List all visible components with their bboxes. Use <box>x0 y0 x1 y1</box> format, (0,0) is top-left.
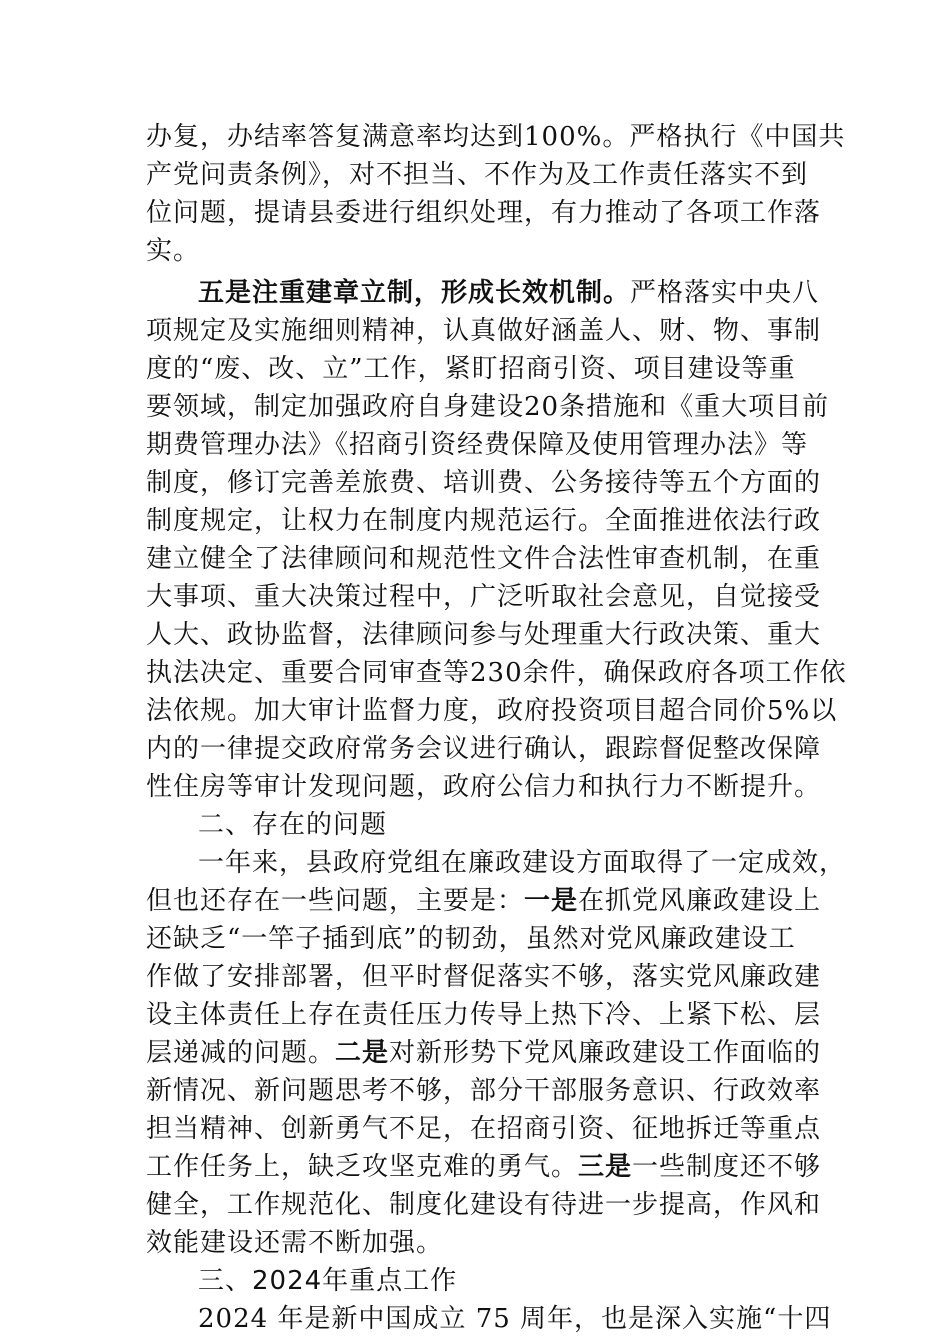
paragraph-line: 健全，工作规范化、制度化建设有待进一步提高，作风和 <box>146 1190 822 1220</box>
text-run: 一些制度还不够 <box>632 1152 822 1182</box>
document-body <box>146 118 847 1338</box>
paragraph-line: 办复，办结率答复满意率均达到100%。严格执行《中国共 <box>146 122 846 152</box>
point-three-label: 三是 <box>578 1152 633 1182</box>
paragraph-line: 效能建设还需不断加强。 <box>146 1228 444 1258</box>
paragraph-line: 度的“废、改、立”工作，紧盯招商引资、项目建设等重 <box>146 354 796 384</box>
paragraph-line: 新情况、新问题思考不够，部分干部服务意识、行政效率 <box>146 1076 822 1106</box>
paragraph-line <box>146 1148 822 1186</box>
paragraph-line: 实。 <box>146 236 201 266</box>
paragraph-line: 作做了安排部署，但平时督促落实不够，落实党风廉政建 <box>146 962 822 992</box>
section5-first-tail: 严格落实中央八 <box>630 278 820 308</box>
paragraph-line: 还缺乏“一竿子插到底”的韧劲，虽然对党风廉政建设工 <box>146 924 796 954</box>
paragraph-line: 内的一律提交政府常务会议进行确认，跟踪督促整改保障 <box>146 734 822 764</box>
text-run: 但也还存在一些问题，主要是： <box>146 886 525 916</box>
paragraph-line: 性住房等审计发现问题，政府公信力和执行力不断提升。 <box>146 772 822 802</box>
point-two-label: 二是 <box>335 1038 390 1068</box>
paragraph-line: 位问题，提请县委进行组织处理，有力推动了各项工作落 <box>146 198 822 228</box>
paragraph-line <box>146 882 822 920</box>
text-run: 对新形势下党风廉政建设工作面临的 <box>389 1038 822 1068</box>
paragraph-line: 制度规定，让权力在制度内规范运行。全面推进依法行政 <box>146 506 822 536</box>
text-run: 在抓党风廉政建设上 <box>578 886 822 916</box>
paragraph-line: 设主体责任上存在责任压力传导上热下冷、上紧下松、层 <box>146 1000 822 1030</box>
paragraph-line: 法依规。加大审计监督力度，政府投资项目超合同价5%以 <box>146 696 838 726</box>
paragraph-line: 期费管理办法》《招商引资经费保障及使用管理办法》等 <box>146 430 809 460</box>
paragraph-line: 制度，修订完善差旅费、培训费、公务接待等五个方面的 <box>146 468 822 498</box>
paragraph-line: 要领域，制定加强政府自身建设20条措施和《重大项目前 <box>146 392 830 422</box>
paragraph-line: 人大、政协监督，法律顾问参与处理重大行政决策、重大 <box>146 620 822 650</box>
paragraph-line: 产党问责条例》，对不担当、不作为及工作责任落实不到 <box>146 160 809 190</box>
paragraph-line <box>146 1034 822 1072</box>
paragraph-line: 建立健全了法律顾问和规范性文件合法性审查机制，在重 <box>146 544 822 574</box>
point-one-label: 一是 <box>524 886 579 916</box>
text-run: 层递减的问题。 <box>146 1038 336 1068</box>
heading-problems: 二、存在的问题 <box>198 810 388 840</box>
paragraph-line: 担当精神、创新勇气不足，在招商引资、征地拆迁等重点 <box>146 1114 822 1144</box>
paragraph-line: 大事项、重大决策过程中，广泛听取社会意见，自觉接受 <box>146 582 822 612</box>
section5-lead: 五是注重建章立制，形成长效机制。 <box>198 278 631 308</box>
text-run: 工作任务上，缺乏攻坚克难的勇气。 <box>146 1152 579 1182</box>
paragraph-line: 执法决定、重要合同审查等230余件，确保政府各项工作依 <box>146 658 847 688</box>
section5-first-line <box>146 274 820 312</box>
paragraph-line: 一年来，县政府党组在廉政建设方面取得了一定成效， <box>198 848 847 878</box>
paragraph-line: 项规定及实施细则精神，认真做好涵盖人、财、物、事制 <box>146 316 822 346</box>
heading-key-work-2024: 三、2024年重点工作 <box>198 1266 458 1296</box>
paragraph-line: 2024 年是新中国成立 75 周年，也是深入实施“十四 <box>198 1304 832 1334</box>
